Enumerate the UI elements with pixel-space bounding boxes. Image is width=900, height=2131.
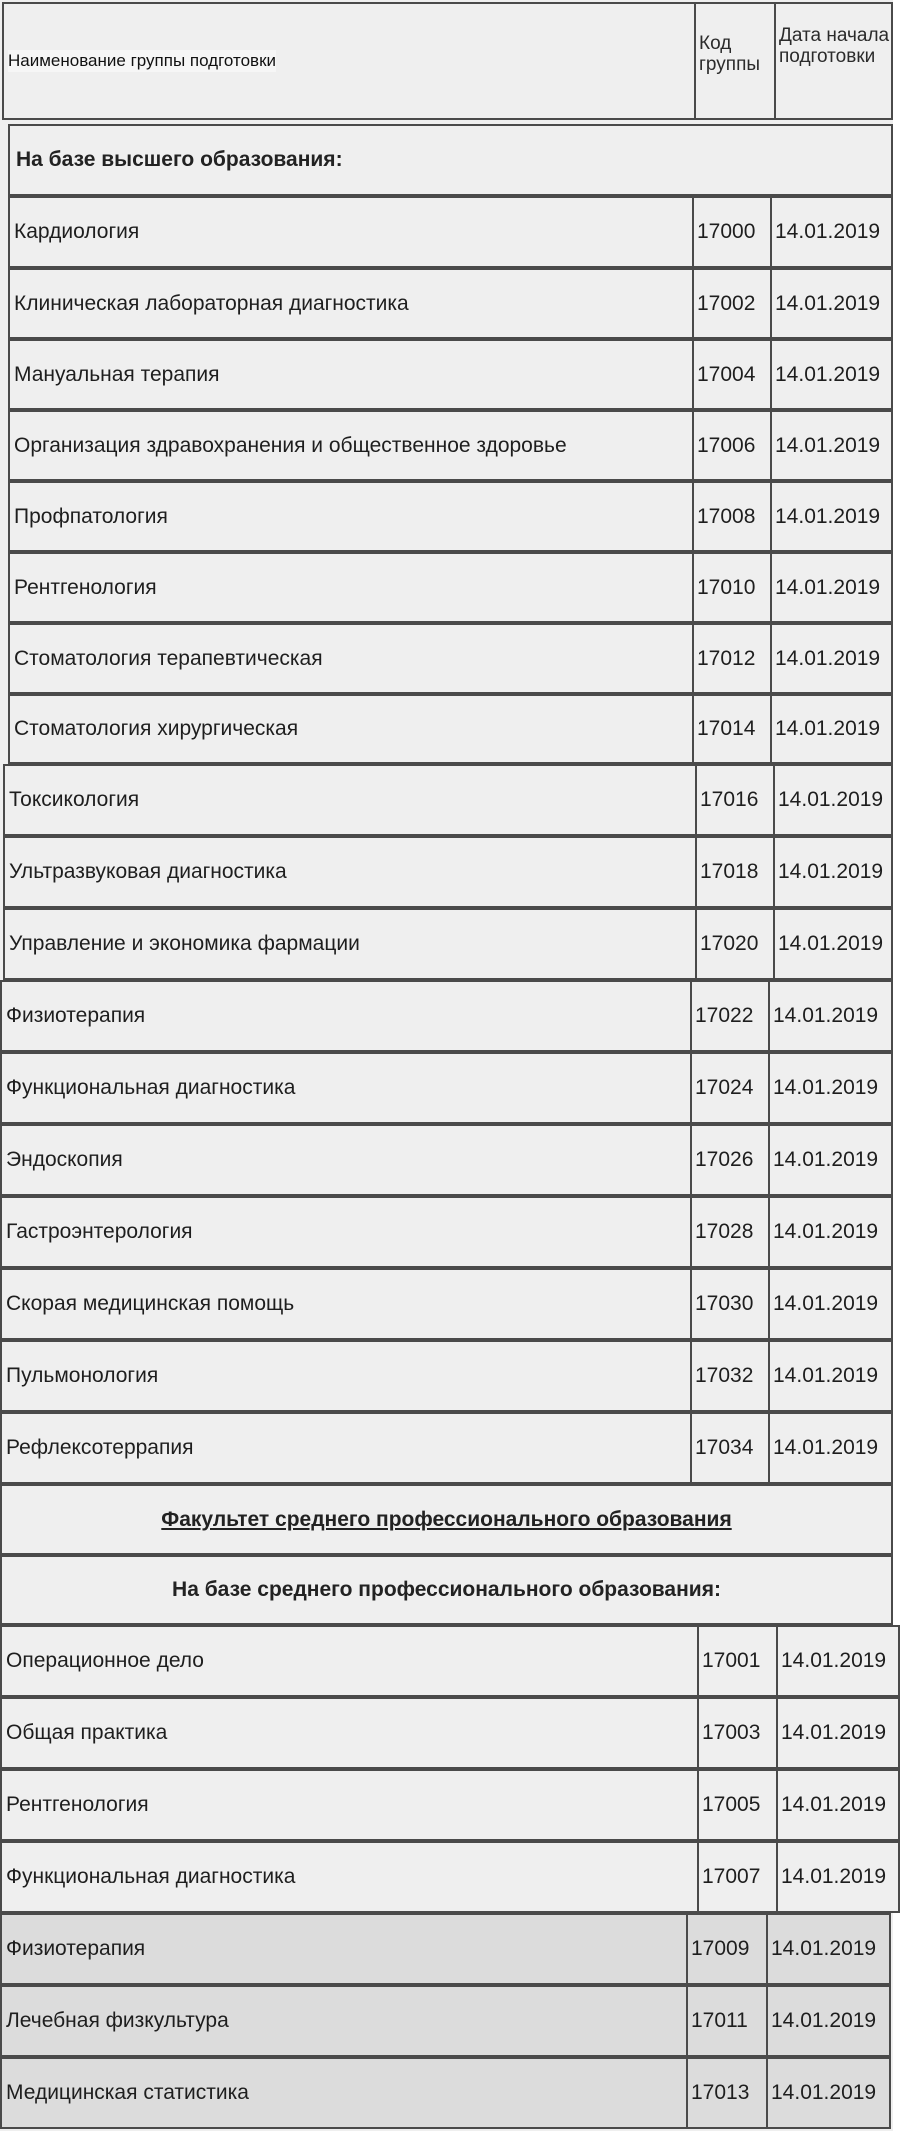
row-date (766, 1987, 889, 2055)
row-date-text: 14.01.2019 (781, 1721, 887, 1744)
table-row (8, 623, 893, 694)
row-name (2, 1414, 690, 1482)
row-name-text: Рентгенология (6, 1793, 149, 1816)
row-name-text: Функциональная диагностика (6, 1076, 296, 1099)
row-date (770, 483, 891, 550)
row-code (690, 1198, 768, 1266)
row-name (2, 982, 690, 1050)
table-row (8, 481, 893, 552)
row-date (768, 1414, 891, 1482)
row-code (695, 838, 773, 906)
row-date-text: 14.01.2019 (773, 1004, 879, 1027)
row-name-text: Рефлексотеррапия (6, 1436, 194, 1459)
row-date-text: 14.01.2019 (778, 788, 884, 811)
table-row (8, 694, 893, 764)
table-row (0, 1841, 900, 1913)
row-code-text: 17016 (700, 788, 759, 811)
row-name (2, 1342, 690, 1410)
table-row (0, 980, 893, 1052)
row-date-text: 14.01.2019 (781, 1649, 887, 1672)
row-date-text: 14.01.2019 (775, 362, 881, 386)
row-name (2, 1627, 697, 1695)
row-date-text: 14.01.2019 (771, 2009, 877, 2032)
row-name (10, 554, 692, 621)
row-code-text: 17013 (691, 2081, 750, 2104)
row-date (766, 2059, 889, 2127)
row-date-text: 14.01.2019 (773, 1220, 879, 1243)
row-code (697, 1699, 776, 1767)
row-code-text: 17009 (691, 1937, 750, 1960)
row-code-text: 17014 (697, 717, 756, 740)
section-higher-label: На базе высшего образования: (16, 148, 343, 171)
row-code (692, 341, 770, 408)
row-date (768, 1198, 891, 1266)
row-name (10, 696, 692, 762)
row-date (770, 625, 891, 692)
row-code (697, 1627, 776, 1695)
table-row (8, 339, 893, 410)
row-date (770, 696, 891, 762)
row-name-text: Физиотерапия (6, 1937, 146, 1960)
row-code-text: 17011 (691, 2009, 748, 2032)
row-date-text: 14.01.2019 (775, 291, 881, 315)
row-date (776, 1843, 898, 1911)
row-date (773, 766, 891, 834)
table-row (0, 1268, 893, 1340)
row-name (10, 341, 692, 408)
row-name-text: Мануальная терапия (14, 362, 220, 386)
header-code-cell (694, 4, 774, 118)
header-name-cell (4, 4, 694, 118)
row-date-text: 14.01.2019 (771, 2081, 877, 2104)
row-date (773, 910, 891, 978)
row-date-text: 14.01.2019 (771, 1937, 877, 1960)
row-date (768, 1270, 891, 1338)
row-name (2, 1987, 686, 2055)
row-date (776, 1699, 898, 1767)
row-code (692, 412, 770, 479)
table-row (0, 1196, 893, 1268)
row-date-text: 14.01.2019 (773, 1148, 879, 1171)
row-name (5, 766, 695, 834)
row-name (2, 1771, 697, 1839)
row-name-text: Физиотерапия (6, 1004, 146, 1027)
row-name (10, 625, 692, 692)
row-code-text: 17028 (695, 1220, 754, 1243)
row-code-text: 17003 (702, 1721, 761, 1744)
row-code-text: 17005 (702, 1793, 761, 1816)
row-name-text: Операционное дело (6, 1649, 204, 1672)
row-code (692, 625, 770, 692)
row-code (692, 696, 770, 762)
row-name (2, 1915, 686, 1983)
row-code-text: 17012 (697, 646, 756, 670)
row-date-text: 14.01.2019 (778, 860, 884, 883)
row-date-text: 14.01.2019 (775, 504, 881, 528)
row-code (697, 1771, 776, 1839)
row-date-text: 14.01.2019 (775, 717, 881, 740)
row-name-text: Организация здравохранения и общественное здоровье (14, 433, 567, 457)
row-code (692, 483, 770, 550)
row-code-text: 17010 (697, 575, 756, 599)
table-row (3, 836, 893, 908)
table-row (0, 1124, 893, 1196)
row-code-text: 17022 (695, 1004, 754, 1027)
table-row (0, 1985, 891, 2057)
row-code (690, 1126, 768, 1194)
row-name (2, 1270, 690, 1338)
row-date (773, 838, 891, 906)
row-name (5, 838, 695, 906)
header-name: Наименование группы подготовки (8, 50, 276, 73)
row-code-text: 17007 (702, 1865, 761, 1888)
row-date (776, 1627, 898, 1695)
row-date (776, 1771, 898, 1839)
row-date (768, 982, 891, 1050)
row-date (770, 554, 891, 621)
row-name-text: Рентгенология (14, 575, 157, 599)
row-code (695, 766, 773, 834)
section-higher-education (8, 124, 893, 196)
row-date (770, 341, 891, 408)
row-name-text: Скорая медицинская помощь (6, 1292, 295, 1315)
row-date (768, 1126, 891, 1194)
row-code (690, 982, 768, 1050)
row-name-text: Функциональная диагностика (6, 1865, 296, 1888)
row-name-text: Кардиология (14, 220, 140, 243)
section-faculty (0, 1484, 893, 1555)
row-date-text: 14.01.2019 (773, 1076, 879, 1099)
row-date-text: 14.01.2019 (775, 220, 881, 243)
table-row (0, 1769, 900, 1841)
row-code (692, 554, 770, 621)
table-header (2, 2, 893, 120)
row-code-text: 17020 (700, 932, 759, 955)
row-name (10, 412, 692, 479)
row-name-text: Лечебная физкультура (6, 2009, 229, 2032)
row-name-text: Стоматология хирургическая (14, 717, 299, 740)
row-date (768, 1342, 891, 1410)
row-date-text: 14.01.2019 (781, 1865, 887, 1888)
row-name-text: Эндоскопия (6, 1148, 123, 1171)
row-name-text: Общая практика (6, 1721, 168, 1744)
row-name-text: Медицинская статистика (6, 2081, 249, 2104)
row-code (686, 2059, 766, 2127)
row-date-text: 14.01.2019 (778, 932, 884, 955)
row-code (695, 910, 773, 978)
table-row (0, 1625, 900, 1697)
section-secondary-education (0, 1555, 893, 1625)
row-name-text: Стоматология терапевтическая (14, 646, 323, 670)
row-date-text: 14.01.2019 (775, 433, 881, 457)
row-code (692, 198, 770, 266)
row-code-text: 17004 (697, 362, 756, 386)
row-name (10, 198, 692, 266)
table-row (8, 196, 893, 268)
table-row (3, 764, 893, 836)
row-name (2, 1843, 697, 1911)
row-name (2, 1198, 690, 1266)
table-row (0, 1913, 891, 1985)
table-row (3, 908, 893, 980)
row-code (686, 1987, 766, 2055)
table-row (8, 552, 893, 623)
row-code (692, 270, 770, 337)
row-date-text: 14.01.2019 (773, 1364, 879, 1387)
row-code-text: 17024 (695, 1076, 754, 1099)
row-name (5, 910, 695, 978)
row-code (690, 1414, 768, 1482)
table-row (0, 2057, 891, 2129)
row-name (2, 1126, 690, 1194)
row-name-text: Токсикология (9, 788, 140, 811)
row-code (690, 1054, 768, 1122)
row-code (686, 1915, 766, 1983)
row-date-text: 14.01.2019 (773, 1292, 879, 1315)
row-code-text: 17000 (697, 220, 756, 243)
row-code-text: 17008 (697, 504, 756, 528)
row-code-text: 17002 (697, 291, 756, 315)
section-faculty-label: Факультет среднего профессионального образования (161, 1507, 732, 1531)
row-date (770, 412, 891, 479)
table-row (8, 410, 893, 481)
row-date (770, 270, 891, 337)
row-date (768, 1054, 891, 1122)
row-code-text: 17030 (695, 1292, 754, 1315)
row-code-text: 17034 (695, 1436, 754, 1459)
row-name-text: Ультразвуковая диагностика (9, 860, 287, 883)
table-row (0, 1340, 893, 1412)
row-code (697, 1843, 776, 1911)
row-date (766, 1915, 889, 1983)
row-name (10, 483, 692, 550)
row-date-text: 14.01.2019 (775, 575, 881, 599)
row-code-text: 17001 (702, 1649, 761, 1672)
row-code-text: 17006 (697, 433, 756, 457)
row-name (2, 1699, 697, 1767)
table-row (0, 1697, 900, 1769)
row-name-text: Гастроэнтерология (6, 1220, 193, 1243)
row-date (770, 198, 891, 266)
row-name-text: Пульмонология (6, 1364, 159, 1387)
row-name-text: Управление и экономика фармации (9, 932, 360, 955)
header-code: Код группы (699, 33, 761, 75)
row-code (690, 1342, 768, 1410)
row-name-text: Клиническая лабораторная диагностика (14, 291, 409, 315)
table-row (8, 268, 893, 339)
row-code-text: 17032 (695, 1364, 754, 1387)
row-date-text: 14.01.2019 (773, 1436, 879, 1459)
section-secondary-label: На базе среднего профессионального образования: (172, 1578, 721, 1601)
row-name (10, 270, 692, 337)
table-row (0, 1052, 893, 1124)
header-date: Дата начала подготовки (779, 25, 890, 67)
row-name-text: Профпатология (14, 504, 168, 528)
row-name (2, 2059, 686, 2127)
table-row (0, 1412, 893, 1484)
row-code-text: 17026 (695, 1148, 754, 1171)
row-date-text: 14.01.2019 (781, 1793, 887, 1816)
header-date-cell (774, 4, 891, 118)
row-code-text: 17018 (700, 860, 759, 883)
row-date-text: 14.01.2019 (775, 646, 881, 670)
row-code (690, 1270, 768, 1338)
row-name (2, 1054, 690, 1122)
